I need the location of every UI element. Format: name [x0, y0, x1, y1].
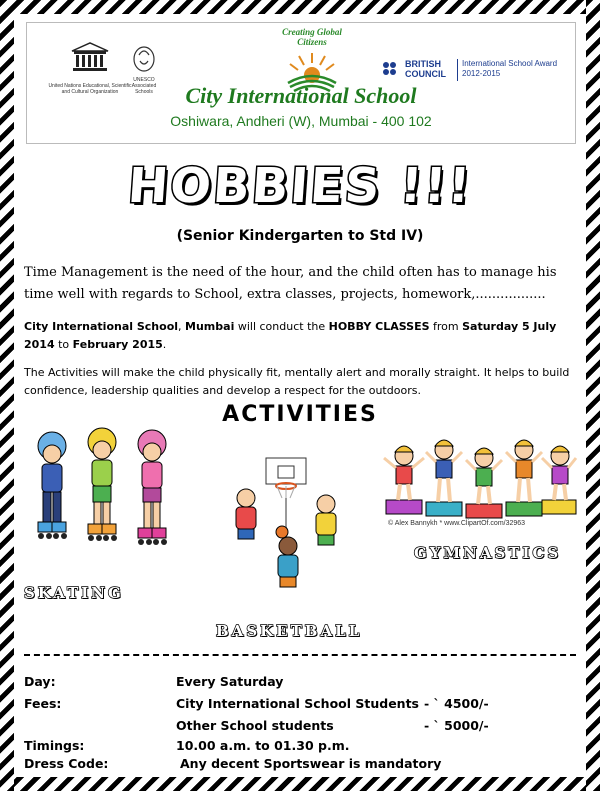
temple-icon — [70, 41, 110, 75]
benefits-paragraph: The Activities will make the child physically fit, mentally alert and morally straight. It helps to build confidence, leadership qualities and develop a respect for the outdoors. — [24, 366, 570, 397]
fees-label: Fees: — [24, 696, 62, 711]
gymnastics-caption: GYMNASTICS — [414, 544, 562, 562]
basketball-kids-illustration — [222, 452, 352, 592]
timings-label: Timings: — [24, 738, 85, 753]
gymnastics-kids-illustration — [382, 422, 578, 532]
skating-kids-illustration — [26, 420, 186, 560]
fees-other-label: Other School students — [176, 718, 334, 733]
announce-school: City International School — [24, 320, 179, 333]
hobbies-title: HOBBIES !!! — [126, 158, 474, 214]
announce-text2: from — [429, 320, 463, 333]
border-left — [0, 0, 14, 791]
dress-code-row — [24, 756, 580, 774]
british-council-dots-icon — [383, 62, 401, 78]
dress-code-value: Any decent Sportswear is mandatory — [180, 756, 442, 771]
day-value: Every Saturday — [176, 674, 284, 689]
announce-city: Mumbai — [185, 320, 235, 333]
border-top — [0, 0, 600, 14]
award-text: International School Award 2012-2015 — [462, 59, 558, 78]
unesco-text: United Nations Educational, Scientific and Cultural Organization — [48, 83, 132, 95]
day-label: Day: — [24, 674, 56, 689]
fees-city-label: City International School Students — [176, 696, 419, 711]
timings-value: 10.00 a.m. to 01.30 p.m. — [176, 738, 350, 753]
timings-row — [24, 738, 580, 756]
intro-paragraph: Time Management is the need of the hour, and the child often has to manage his time well with regards to School, extra classes, projects, homework,................. — [24, 265, 557, 302]
border-right — [586, 0, 600, 791]
border-bottom — [0, 777, 600, 791]
announce-text4: . — [162, 338, 167, 351]
british-council-separator — [457, 59, 458, 81]
british-council-name: BRITISH COUNCIL — [405, 59, 446, 79]
fees-other-amount: - ` 5000/- — [424, 718, 489, 733]
british-council-logo — [383, 59, 569, 81]
day-row — [24, 674, 580, 692]
announce-text3: to — [54, 338, 73, 351]
announce-end: February 2015 — [72, 338, 163, 351]
skater-3 — [138, 430, 167, 545]
fees-row-city — [24, 696, 580, 714]
emblem-tagline: Creating Global Citizens — [282, 27, 342, 47]
asp-text: UNESCO Associated Schools — [131, 77, 157, 95]
announce-sep1: , — [178, 320, 186, 333]
skater-1 — [38, 432, 67, 539]
asp-icon — [131, 43, 157, 73]
fees-row-other — [24, 718, 580, 736]
skater-2 — [88, 428, 117, 541]
gymnastics-credit: © Alex Bannykh * www.ClipartOf.com/32963 — [388, 520, 526, 527]
basketball-caption: BASKETBALL — [216, 622, 363, 640]
dashed-divider — [24, 654, 576, 656]
announce-text1: will conduct the — [234, 320, 329, 333]
activities-heading: ACTIVITIES — [222, 402, 378, 427]
school-name: City International School — [185, 83, 417, 108]
announce-start: Saturday 5 July 2014 — [24, 320, 557, 351]
dress-code-label: Dress Code: — [24, 756, 109, 771]
school-address: Oshiwara, Andheri (W), Mumbai - 400 102 — [170, 113, 432, 129]
school-header — [26, 22, 576, 144]
announcement-paragraph — [24, 318, 580, 354]
subtitle: (Senior Kindergarten to Std IV) — [176, 228, 424, 244]
skating-caption: SKATING — [24, 584, 124, 602]
fees-city-amount: - ` 4500/- — [424, 696, 489, 711]
announce-classes: HOBBY CLASSES — [328, 320, 430, 333]
